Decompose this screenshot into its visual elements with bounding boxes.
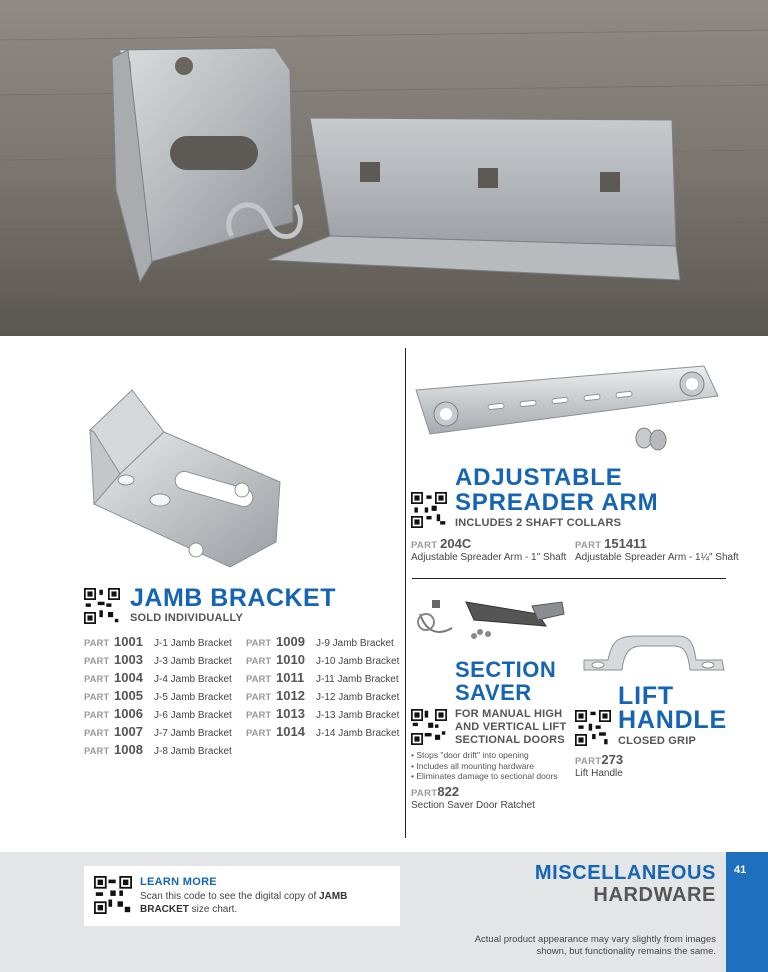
- spreader-arm-title-line1: ADJUSTABLE: [455, 464, 623, 491]
- spreader-arm-subtitle: INCLUDES 2 SHAFT COLLARS: [455, 517, 622, 529]
- learn-more-title: LEARN MORE: [140, 876, 217, 888]
- section-saver-features: [411, 750, 558, 782]
- jamb-bracket-title: JAMB BRACKET: [130, 584, 336, 612]
- table-row: PART 1013 J-13 Jamb Bracket: [246, 705, 400, 721]
- section-divider: [412, 578, 726, 579]
- table-row: PART 1008 J-8 Jamb Bracket: [84, 741, 232, 757]
- table-row: PART 1004 J-4 Jamb Bracket: [84, 669, 232, 685]
- table-row: PART 1007 J-7 Jamb Bracket: [84, 723, 232, 739]
- spreader-arm-title-line2: SPREADER ARM: [455, 489, 659, 516]
- jamb-bracket-qr-code[interactable]: [84, 588, 120, 624]
- table-row: PART 1014 J-14 Jamb Bracket: [246, 723, 400, 739]
- section-saver-image: [412, 592, 572, 654]
- jamb-bracket-image: [80, 372, 290, 582]
- section-saver-part-822: PART822 Section Saver Door Ratchet: [411, 784, 535, 811]
- jamb-bracket-parts-table: [84, 632, 408, 758]
- spreader-arm-image: [412, 362, 724, 466]
- table-row: PART 1009 J-9 Jamb Bracket: [246, 633, 394, 649]
- column-divider: [405, 348, 406, 838]
- table-row: PART 1001 J-1 Jamb Bracket: [84, 633, 232, 649]
- learn-more-qr-code[interactable]: [94, 876, 132, 914]
- lift-handle-qr-code[interactable]: [575, 710, 611, 746]
- jamb-parts-col1: [84, 632, 246, 758]
- lift-handle-title-line2: HANDLE: [618, 706, 727, 734]
- table-row: PART 1006 J-6 Jamb Bracket: [84, 705, 232, 721]
- section-saver-subtitle-line3: SECTIONAL DOORS: [455, 734, 565, 746]
- spreader-arm-part-151411: PART 151411 Adjustable Spreader Arm - 1¼" Shaft: [575, 536, 739, 563]
- table-row: PART 1010 J-10 Jamb Bracket: [246, 651, 400, 667]
- jamb-bracket-subtitle: SOLD INDIVIDUALLY: [130, 612, 244, 624]
- table-row: PART 1011 J-11 Jamb Bracket: [246, 669, 399, 685]
- list-item: • Includes all mounting hardware: [411, 760, 534, 771]
- page-tab: [726, 852, 768, 972]
- section-subtitle: HARDWARE: [593, 884, 716, 906]
- jamb-parts-col2: [246, 632, 408, 758]
- section-saver-qr-code[interactable]: [411, 709, 447, 745]
- section-title: MISCELLANEOUS: [534, 862, 716, 884]
- lift-handle-title-line1: LIFT: [618, 682, 674, 710]
- section-saver-subtitle-line1: FOR MANUAL HIGH: [455, 708, 563, 720]
- lift-handle-subtitle: CLOSED GRIP: [618, 735, 696, 747]
- table-row: PART 1005 J-5 Jamb Bracket: [84, 687, 232, 703]
- spreader-arm-qr-code[interactable]: [411, 492, 447, 528]
- learn-more-text: Scan this code to see the digital copy of JAMB BRACKET size chart.: [140, 891, 348, 915]
- section-saver-title-line2: SAVER: [455, 680, 532, 705]
- page-number: 41: [734, 864, 747, 876]
- list-item: • Stops "door drift" into opening: [411, 750, 529, 760]
- list-item: • Eliminates damage to sectional doors: [411, 771, 558, 781]
- lift-handle-image: [578, 630, 728, 676]
- lift-handle-part-273: PART273 Lift Handle: [575, 752, 624, 779]
- section-saver-subtitle-line2: AND VERTICAL LIFT: [455, 721, 567, 733]
- table-row: PART 1012 J-12 Jamb Bracket: [246, 687, 400, 703]
- spreader-arm-part-204c: PART 204C Adjustable Spreader Arm - 1" Shaft: [411, 536, 567, 563]
- table-row: PART 1003 J-3 Jamb Bracket: [84, 651, 232, 667]
- disclaimer-text: Actual product appearance may vary slightly from images shown, but functionality remains the same.: [474, 934, 716, 957]
- hero-photo: [0, 0, 768, 336]
- section-saver-title-line1: SECTION: [455, 657, 557, 682]
